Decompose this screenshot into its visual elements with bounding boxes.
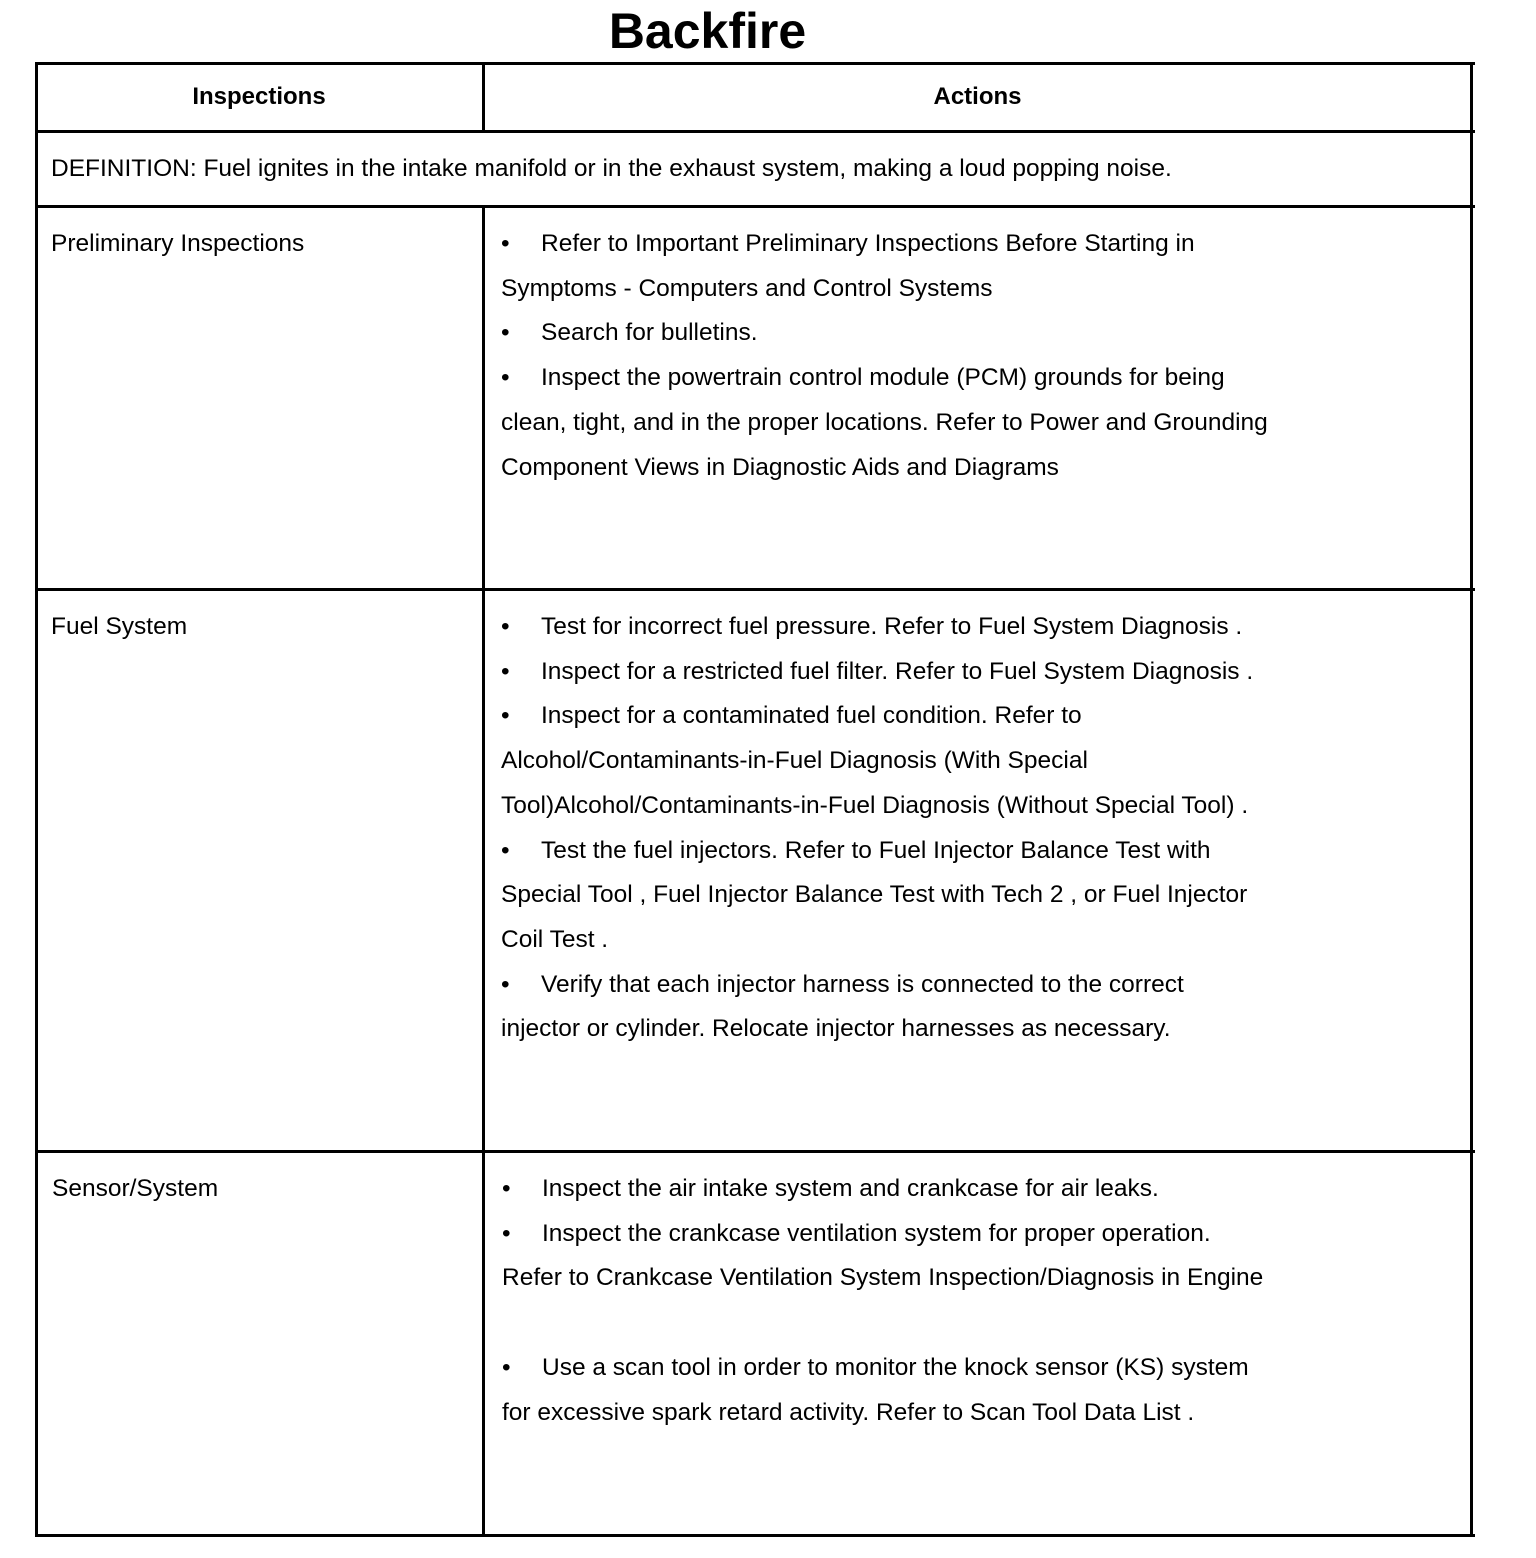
bullet-icon: • [501,702,510,730]
action-text: Alcohol/Contaminants-in-Fuel Diagnosis (With Special [501,747,1088,775]
page-title: Backfire [608,3,807,59]
blank-line [502,1301,1263,1346]
action-item [502,1346,1263,1391]
row2-bottom-border [35,1150,1475,1153]
action-item-continuation [502,1391,1263,1436]
action-text: Refer to Crankcase Ventilation System Inspection/Diagnosis in Engine [502,1264,1264,1292]
action-item [501,829,1253,874]
action-text: Test the fuel injectors. Refer to Fuel Injector Balance Test with [541,836,1211,864]
actions-fuel-system [501,605,1253,1052]
action-text: Refer to Important Preliminary Inspections Before Starting in [541,230,1195,257]
action-item-continuation [501,739,1253,784]
inspection-preliminary: Preliminary Inspections [51,230,305,257]
action-item-continuation [501,784,1253,829]
action-item-continuation [502,1256,1263,1301]
action-item [501,650,1253,695]
definition-text: DEFINITION: Fuel ignites in the intake manifold or in the exhaust system, making a loud popping noise. [51,155,1172,182]
action-text: clean, tight, and in the proper locations. Refer to Power and Grounding [501,408,1268,436]
action-text: Inspect for a restricted fuel filter. Refer to Fuel System Diagnosis . [541,657,1254,685]
inspection-sensor-system: Sensor/System [52,1175,219,1202]
table-right-border [1470,62,1473,1537]
table-left-border [35,62,38,1537]
bullet-icon: • [502,1219,511,1247]
action-text: Verify that each injector harness is connected to the correct [541,970,1184,998]
bullet-icon: • [501,836,510,864]
action-item-continuation [501,918,1253,963]
column-divider-body [482,205,485,1537]
table-bottom-border [35,1534,1475,1537]
action-text: Use a scan tool in order to monitor the knock sensor (KS) system [542,1353,1249,1381]
action-text: Inspect for a contaminated fuel condition. Refer to [541,702,1082,730]
bullet-icon: • [501,970,510,998]
actions-preliminary [501,222,1268,490]
action-item [502,1167,1263,1212]
action-text: Inspect the crankcase ventilation system for proper operation. [542,1219,1211,1247]
action-text: Test for incorrect fuel pressure. Refer to Fuel System Diagnosis . [541,613,1243,640]
bullet-icon: • [501,230,510,257]
action-text: Symptoms - Computers and Control Systems [501,274,993,302]
action-item-continuation [501,401,1268,446]
action-item [501,311,1268,356]
action-item-continuation [501,267,1268,312]
action-text: Tool)Alcohol/Contaminants-in-Fuel Diagnosis (Without Special Tool) . [501,791,1249,819]
action-item [501,963,1253,1008]
action-item [502,1212,1263,1257]
action-text: for excessive spark retard activity. Refer to Scan Tool Data List . [502,1398,1195,1426]
action-item [501,356,1268,401]
header-inspections: Inspections [192,83,326,110]
bullet-icon: • [501,657,510,685]
action-item [501,605,1253,650]
action-text: Coil Test . [501,925,609,953]
row1-bottom-border [35,588,1475,591]
header-actions: Actions [933,83,1022,110]
definition-bottom-border [35,205,1475,208]
action-item-continuation [501,873,1253,918]
action-text: Inspect the powertrain control module (PCM) grounds for being [541,364,1225,392]
inspection-fuel-system: Fuel System [51,613,188,640]
diagnostic-table [35,62,1475,1537]
action-item-continuation [501,446,1268,491]
bullet-icon: • [501,613,510,640]
action-item [501,222,1268,267]
action-text: Inspect the air intake system and crankcase for air leaks. [542,1175,1159,1202]
bullet-icon: • [501,319,510,347]
bullet-icon: • [501,364,510,392]
action-text: Component Views in Diagnostic Aids and Diagrams [501,453,1059,481]
bullet-icon: • [502,1175,511,1202]
action-text: Special Tool , Fuel Injector Balance Test with Tech 2 , or Fuel Injector [501,881,1248,909]
bullet-icon: • [502,1353,511,1381]
action-item-continuation [501,1007,1253,1052]
action-text: injector or cylinder. Relocate injector harnesses as necessary. [501,1015,1171,1043]
action-item [501,694,1253,739]
actions-sensor-system [502,1167,1263,1435]
action-text: Search for bulletins. [541,319,758,347]
